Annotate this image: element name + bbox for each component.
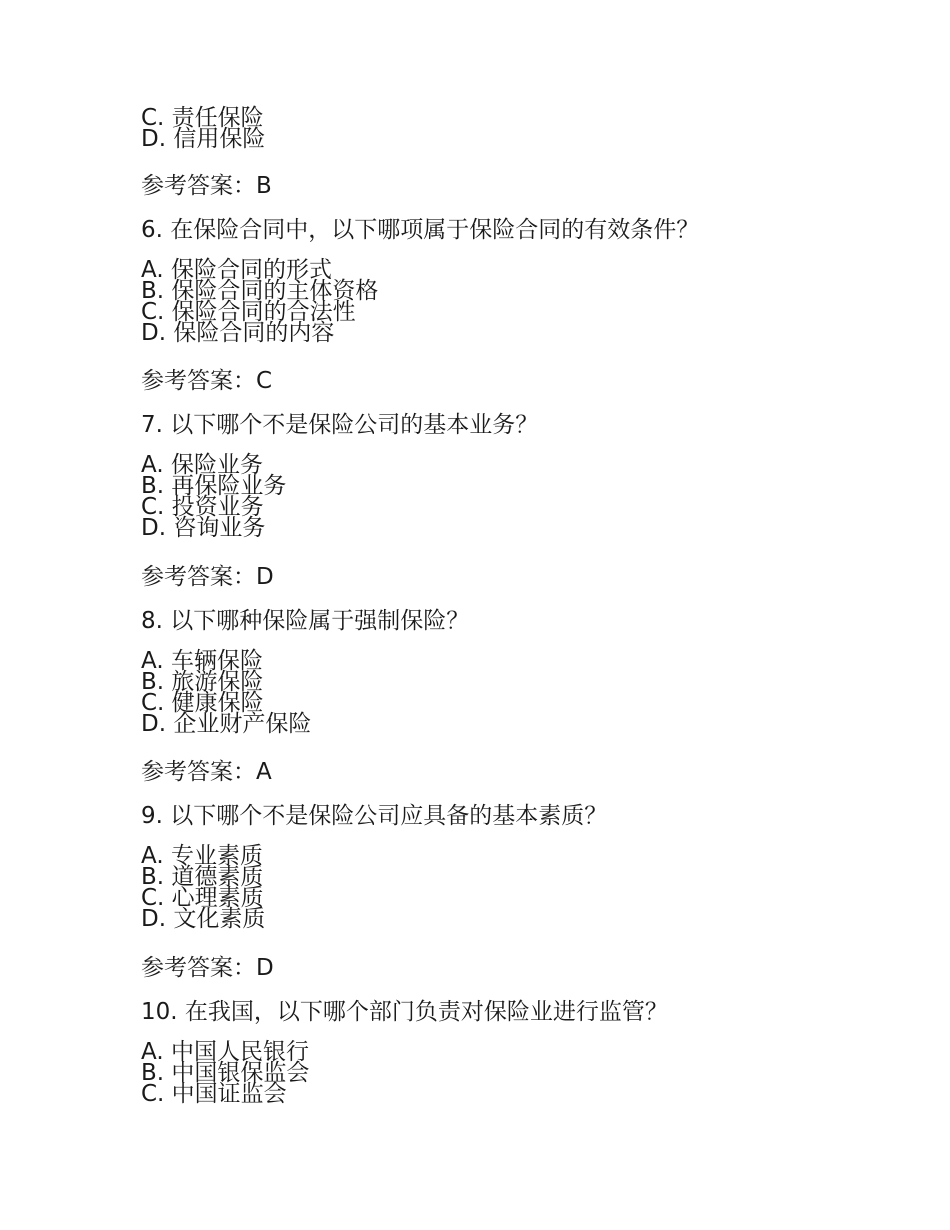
option-line: A. 专业素质	[141, 843, 263, 869]
option-line: C. 投资业务	[141, 494, 264, 520]
option-line: D. 企业财产保险	[141, 711, 312, 737]
question-text: 10. 在我国，以下哪个部门负责对保险业进行监管？	[141, 999, 668, 1025]
option-line: A. 中国人民银行	[141, 1039, 309, 1065]
option-list	[141, 452, 287, 541]
option-line: B. 旅游保险	[141, 669, 264, 695]
option-line: C. 责任保险	[141, 105, 264, 131]
option-line: C. 心理素质	[141, 885, 264, 911]
option-line: C. 保险合同的合法性	[141, 299, 356, 325]
option-list	[141, 648, 312, 737]
option-list	[141, 257, 379, 346]
option-line: A. 保险业务	[141, 452, 263, 478]
option-line: B. 再保险业务	[141, 473, 287, 499]
option-list	[141, 105, 266, 152]
question-text: 6. 在保险合同中，以下哪项属于保险合同的有效条件？	[141, 217, 700, 243]
option-line: C. 中国证监会	[141, 1081, 287, 1107]
reference-answer: 参考答案：B	[141, 173, 272, 199]
reference-answer: 参考答案：D	[141, 564, 274, 590]
reference-answer: 参考答案：C	[141, 368, 273, 394]
option-line: D. 信用保险	[141, 126, 266, 152]
option-line: B. 保险合同的主体资格	[141, 278, 379, 304]
reference-answer: 参考答案：D	[141, 955, 274, 981]
option-line: B. 道德素质	[141, 864, 264, 890]
option-line: C. 健康保险	[141, 690, 264, 716]
reference-answer: 参考答案：A	[141, 759, 272, 785]
question-text: 8. 以下哪种保险属于强制保险？	[141, 608, 470, 634]
option-list	[141, 843, 266, 932]
option-line: B. 中国银保监会	[141, 1060, 310, 1086]
option-list	[141, 1039, 310, 1107]
option-line: A. 保险合同的形式	[141, 257, 332, 283]
question-text: 7. 以下哪个不是保险公司的基本业务？	[141, 412, 539, 438]
option-line: D. 文化素质	[141, 906, 266, 932]
option-line: A. 车辆保险	[141, 648, 263, 674]
option-line: D. 咨询业务	[141, 515, 266, 541]
option-line: D. 保险合同的内容	[141, 320, 335, 346]
question-text: 9. 以下哪个不是保险公司应具备的基本素质？	[141, 803, 608, 829]
